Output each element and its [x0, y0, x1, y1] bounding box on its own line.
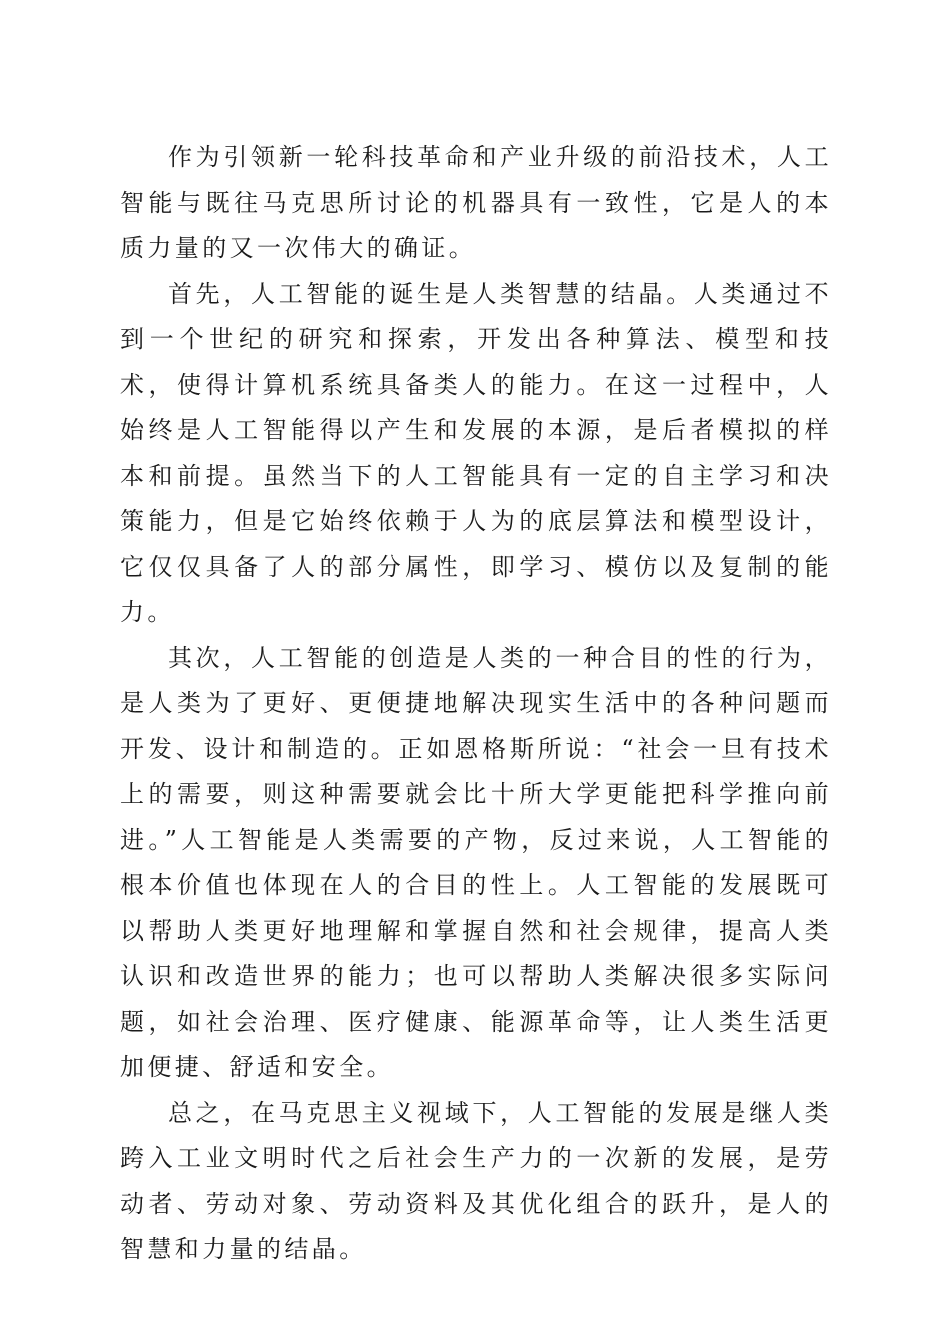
paragraph-first: 首先，人工智能的诞生是人类智慧的结晶。人类通过不到一个世纪的研究和探索，开发出各种算法、模型和技术，使得计算机系统具备类人的能力。在这一过程中，人始终是人工智能得以产生和发展的本源，是后者模拟的样本和前提。虽然当下的人工智能具有一定的自主学习和决策能力，但是它始终依赖于人为的底层算法和模型设计，它仅仅具备了人的部分属性，即学习、模仿以及复制的能力。	[120, 279, 832, 626]
document-body	[120, 135, 832, 1273]
paragraph-second: 其次，人工智能的创造是人类的一种合目的性的行为，是人类为了更好、更便捷地解决现实生活中的各种问题而开发、设计和制造的。正如恩格斯所说：“社会一旦有技术上的需要，则这种需要就会比十所大学更能把科学推向前进。”人工智能是人类需要的产物，反过来说，人工智能的根本价值也体现在人的合目的性上。人工智能的发展既可以帮助人类更好地理解和掌握自然和社会规律，提高人类认识和改造世界的能力；也可以帮助人类解决很多实际问题，如社会治理、医疗健康、能源革命等，让人类生活更加便捷、舒适和安全。	[120, 643, 832, 1081]
paragraph-conclusion: 总之，在马克思主义视域下，人工智能的发展是继人类跨入工业文明时代之后社会生产力的一次新的发展，是劳动者、劳动对象、劳动资料及其优化组合的跃升，是人的智慧和力量的结晶。	[120, 1098, 832, 1263]
paragraph-intro: 作为引领新一轮科技革命和产业升级的前沿技术，人工智能与既往马克思所讨论的机器具有一致性，它是人的本质力量的又一次伟大的确证。	[120, 143, 832, 262]
